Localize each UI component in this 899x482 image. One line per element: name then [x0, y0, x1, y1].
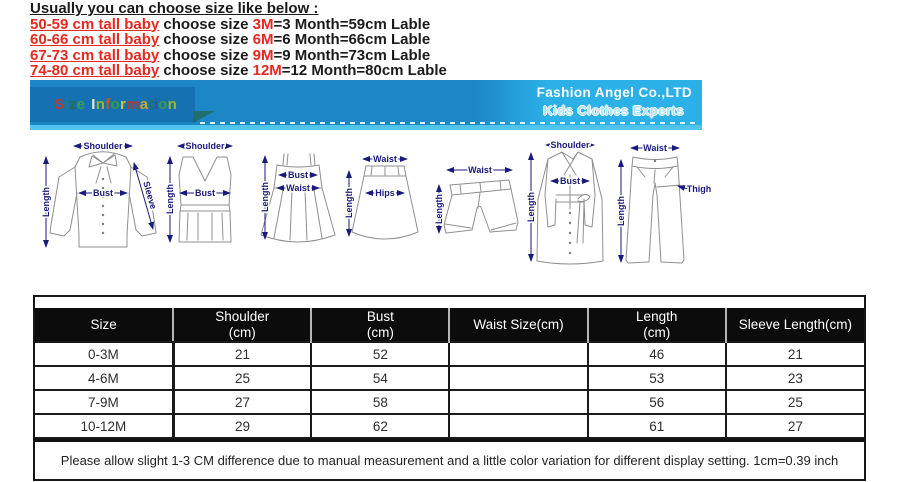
banner-bottom-strip: [30, 125, 702, 130]
shoulder-cell: 29: [173, 414, 311, 438]
size-guide-line-1: [30, 17, 447, 33]
blouse-drawing: [41, 141, 159, 247]
size-cell: 4-6M: [35, 366, 173, 390]
vest-drawing: [165, 141, 232, 242]
size-guide-line-2: [30, 32, 447, 48]
sleeve-cell: 21: [726, 342, 864, 366]
size-information-banner: [30, 80, 702, 125]
size-token: 3M: [252, 15, 274, 33]
height-range: 50-59 cm tall baby: [30, 15, 160, 33]
pants-thigh-label: Thigh: [686, 184, 712, 194]
dress-waist-label: Waist: [286, 183, 310, 193]
banner-word-size: [54, 96, 85, 113]
vest-outline: [179, 157, 231, 242]
blouse-bust-label: Bust: [93, 188, 113, 198]
header-length: Length (cm): [588, 308, 726, 342]
length-cell: 56: [588, 390, 726, 414]
skirt-waist-label: Waist: [373, 154, 397, 164]
shoulder-cell: 25: [173, 366, 311, 390]
waist-cell: [449, 342, 587, 366]
banner-letter: z: [68, 96, 77, 113]
size-guide-line-3: [30, 48, 447, 64]
size-cell: 10-12M: [35, 414, 173, 438]
dress-bust-label: Bust: [288, 170, 308, 180]
shorts-drawing: [434, 165, 518, 233]
size-token: 9M: [252, 46, 274, 64]
header-sleeve: Sleeve Length(cm): [726, 308, 864, 342]
sleeve-cell: 27: [726, 414, 864, 438]
size-cell: 7-9M: [35, 390, 173, 414]
header-waist: Waist Size(cm): [449, 308, 587, 342]
coat-bust-label: Bust: [560, 176, 580, 186]
sleeve-cell: 25: [726, 390, 864, 414]
vest-bust-label: Bust: [195, 188, 215, 198]
height-range: 67-73 cm tall baby: [30, 46, 160, 64]
blouse-sleeve-label: Sleeve: [141, 180, 159, 211]
garment-measurement-diagram: [0, 135, 899, 295]
table-row: [35, 366, 864, 390]
shorts-outline: [444, 180, 518, 233]
banner-letter: n: [95, 96, 106, 113]
pants-length-label: Length: [616, 196, 626, 226]
dress-drawing: [260, 154, 335, 242]
shoulder-cell: 21: [173, 342, 311, 366]
coat-drawing: [526, 140, 603, 264]
length-cell: 46: [588, 342, 726, 366]
bust-cell: 54: [311, 366, 449, 390]
coat-shoulder-label: Shoulder: [550, 140, 590, 150]
size-guide-line-4: [30, 63, 447, 79]
line-text: =12 Month=80cm Lable: [281, 62, 447, 79]
bust-cell: 58: [311, 390, 449, 414]
banner-dashed-line: [200, 122, 699, 124]
skirt-outline: [352, 166, 418, 239]
size-table: [33, 295, 866, 481]
length-cell: 53: [588, 366, 726, 390]
size-guide-title: Usually you can choose size like below :: [30, 0, 319, 17]
line-text: choose size: [159, 62, 253, 79]
length-cell: 61: [588, 414, 726, 438]
header-size: Size: [35, 308, 173, 342]
banner-word-information: [91, 96, 177, 113]
blouse-shoulder-label: Shoulder: [83, 141, 123, 151]
shorts-waist-label: Waist: [468, 165, 492, 175]
banner-letter: r: [119, 96, 127, 113]
bust-cell: 52: [311, 342, 449, 366]
header-shoulder: Shoulder (cm): [173, 308, 311, 342]
banner-letter: i: [153, 96, 159, 113]
waist-cell: [449, 414, 587, 438]
line-text: choose size: [159, 15, 253, 33]
line-text: =3 Month=59cm Lable: [273, 15, 431, 33]
table-header-row: [35, 308, 864, 342]
banner-letter: o: [158, 96, 168, 113]
line-text: choose size: [159, 46, 253, 64]
blouse-sleeves: [50, 167, 159, 236]
banner-letter: S: [54, 96, 65, 113]
waist-cell: [449, 366, 587, 390]
table-row: [35, 390, 864, 414]
measurement-note: Please allow slight 1-3 CM difference due to manual measurement and a little color variation for different display setting. 1cm=0.39 inch: [35, 439, 864, 479]
size-information-tab: [30, 87, 195, 122]
table-row: [35, 342, 864, 366]
banner-letter: i: [64, 96, 69, 113]
shorts-length-label: Length: [434, 194, 444, 224]
table-row: [35, 414, 864, 438]
skirt-drawing: [344, 154, 418, 239]
size-token: 12M: [252, 62, 282, 79]
size-cell: 0-3M: [35, 342, 173, 366]
height-range: 60-66 cm tall baby: [30, 31, 160, 48]
line-text: =6 Month=66cm Lable: [273, 31, 431, 48]
company-name: Fashion Angel Co.,LTD: [536, 85, 692, 100]
banner-letter: m: [126, 96, 140, 113]
waist-cell: [449, 390, 587, 414]
line-text: choose size: [159, 31, 253, 48]
sleeve-cell: 23: [726, 366, 864, 390]
banner-letter: a: [139, 96, 149, 113]
height-range: 74-80 cm tall baby: [30, 62, 160, 79]
banner-letter: t: [148, 96, 154, 113]
vest-length-label: Length: [165, 184, 175, 214]
coat-length-label: Length: [526, 192, 536, 222]
coat-outline: [537, 152, 603, 264]
skirt-hips-label: Hips: [375, 188, 395, 198]
banner-letter: I: [91, 96, 96, 113]
pants-outline: [626, 157, 684, 263]
company-tagline: Kids Clothes Experts: [543, 103, 684, 118]
shoulder-cell: 27: [173, 390, 311, 414]
blouse-length-label: Length: [41, 187, 51, 217]
size-token: 6M: [252, 31, 274, 48]
skirt-length-label: Length: [344, 188, 354, 218]
banner-letter: f: [105, 96, 111, 113]
size-table-grid: [35, 308, 864, 439]
header-bust: Bust (cm): [311, 308, 449, 342]
pants-waist-label: Waist: [643, 143, 667, 153]
banner-letter: e: [76, 96, 86, 113]
line-text: =9 Month=73cm Lable: [273, 46, 431, 64]
size-guide-text: [30, 1, 447, 79]
dress-length-label: Length: [260, 182, 270, 212]
dress-outline: [261, 154, 335, 242]
pants-drawing: [616, 143, 711, 263]
bust-cell: 62: [311, 414, 449, 438]
banner-letter: o: [110, 96, 120, 113]
banner-letter: n: [167, 96, 178, 113]
vest-shoulder-label: Shoulder: [185, 141, 225, 151]
